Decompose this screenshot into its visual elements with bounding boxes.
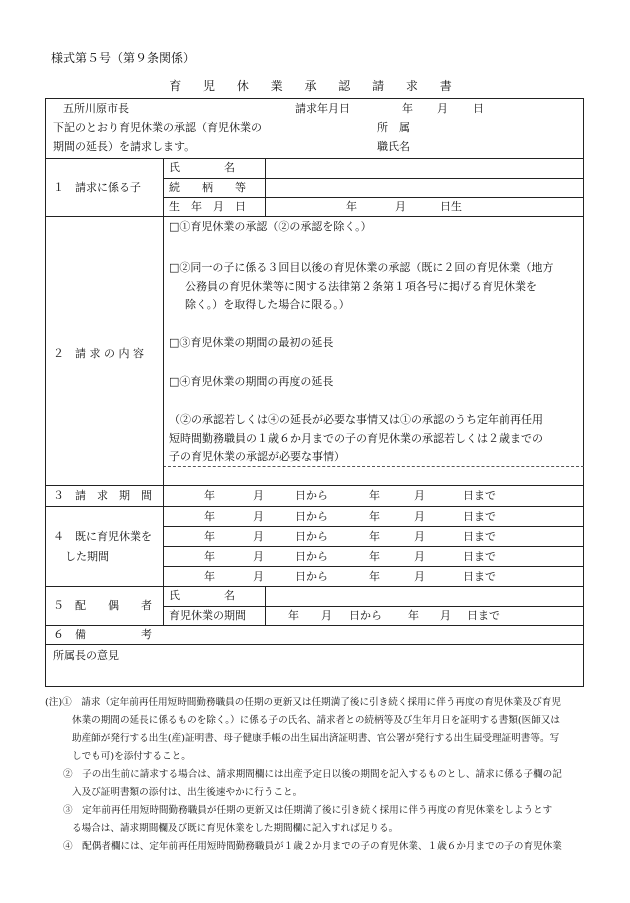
section4-label-cont: した期間 [65,550,109,563]
prior-period-to: 日まで [463,510,496,523]
note-3: ③ 定年前再任用短時間勤務職員が任期の更新又は任期満了後に引き続く採用に伴う再度の育児休業をしようとす [63,805,553,816]
section4-label: ４ 既に育児休業を [53,530,152,543]
prior-period-year: 年 [369,570,380,583]
spouse-period-year: 年 [288,609,299,622]
prior-period-year: 年 [204,570,215,583]
option-2-checkbox[interactable]: □②同一の子に係る３回目以後の育児休業の承認（既に２回の育児休業（地方 [169,261,554,274]
section3-label: ３ 請 求 期 間 [53,489,152,502]
spouse-period-from: 日から [349,609,382,622]
request-statement: 下記のとおり育児休業の承認（育児休業の [53,121,262,134]
option-1-checkbox[interactable]: □①育児休業の承認（②の承認を除く。） [169,220,372,233]
spouse-name-label: 氏 名 [169,589,235,602]
document-title: 育 児 休 業 承 認 請 求 書 [169,79,461,93]
prior-period-year: 年 [369,550,380,563]
period-from-day: 日から [295,489,328,502]
prior-period-month: 月 [414,510,425,523]
note-1: (注)① 請求（定年前再任用短時間勤務職員の任期の更新又は任期満了後に引き続く採用に伴う再度の育児休業及び育児 [45,697,561,708]
spouse-period-to: 日まで [467,609,500,622]
section1-label: １ 請求に係る子 [53,181,141,194]
option-3-checkbox[interactable]: □③育児休業の期間の最初の延長 [169,336,334,349]
prior-period-month: 月 [253,550,264,563]
supervisor-opinion-label: 所属長の意見 [53,649,119,662]
spouse-period-month: 月 [440,609,451,622]
prior-period-from: 日から [295,510,328,523]
option-2-text: 除く。）を取得した場合に限る。） [185,298,350,311]
request-date-label: 請求年月日 [295,102,350,115]
notes-section [45,694,585,856]
request-statement-cont: 期間の延長）を請求します。 [53,140,196,153]
request-day: 日 [473,102,484,115]
reason-text: （②の承認若しくは④の延長が必要な事情又は①の承認のうち定年前再任用 [169,413,543,426]
prior-period-month: 月 [253,570,264,583]
reason-text: 短時間勤務職員の１歳６か月までの子の育児休業の承認若しくは２歳までの [169,432,543,445]
prior-period-to: 日まで [463,550,496,563]
birth-month: 月 [395,200,406,213]
prior-period-year: 年 [369,510,380,523]
spouse-leave-period-label: 育児休業の期間 [169,609,246,622]
prior-period-month: 月 [253,530,264,543]
prior-period-year: 年 [204,510,215,523]
section2-label: ２ 請 求 の 内 容 [53,347,144,360]
prior-period-to: 日まで [463,530,496,543]
period-month: 月 [414,489,425,502]
prior-period-year: 年 [369,530,380,543]
spouse-period-month: 月 [321,609,332,622]
dept-label: 所 属 [377,121,410,134]
request-month: 月 [437,102,448,115]
child-name-label: 氏 名 [169,161,235,174]
prior-period-to: 日まで [463,570,496,583]
section6-label: ６ 備 考 [53,628,152,641]
note-2-cont: 入及び証明書類の添付は、出生後速やかに行うこと。 [72,787,303,798]
period-year: 年 [204,489,215,502]
request-year: 年 [402,102,413,115]
period-to-day: 日まで [463,489,496,502]
prior-period-month: 月 [414,550,425,563]
note-1-cont: 助産師が発行する出生(産)証明書、母子健康手帳の出生届出済証明書、官公署が発行する出生届受理証明書等。写 [72,733,560,744]
option-4-checkbox[interactable]: □④育児休業の期間の再度の延長 [169,375,334,388]
spouse-period-year: 年 [408,609,419,622]
option-2-text: 公務員の育児休業等に関する法律第２条第１項各号に掲げる育児休業を [185,280,537,293]
form-number: 様式第５号（第９条関係） [51,51,196,65]
section5-label: ５ 配 偶 者 [53,599,152,612]
prior-period-year: 年 [204,550,215,563]
period-year: 年 [369,489,380,502]
form-table [45,98,584,687]
reason-text: 子の育児休業の承認が必要な事情） [169,450,345,463]
prior-period-month: 月 [414,570,425,583]
name-title-label: 職氏名 [377,140,410,153]
child-birthdate-label: 生 年 月 日 [169,200,246,213]
period-month: 月 [253,489,264,502]
birth-year: 年 [346,200,357,213]
prior-period-from: 日から [295,570,328,583]
prior-period-from: 日から [295,530,328,543]
prior-period-from: 日から [295,550,328,563]
prior-period-year: 年 [204,530,215,543]
note-2: ② 子の出生前に請求する場合は、請求期間欄には出産予定日以後の期間を記入するものとし、請求に係る子欄の記 [63,769,562,780]
child-relation-label: 続 柄 等 [169,181,246,194]
prior-period-month: 月 [253,510,264,523]
prior-period-month: 月 [414,530,425,543]
note-1-cont: しでも可)を添付すること。 [72,751,191,762]
birth-day: 日生 [440,200,462,213]
note-1-cont: 休業の期間の延長に係るものを除く。）に係る子の氏名、請求者との続柄等及び生年月日を証明する書類(医師又は [72,715,561,726]
addressee-line: 五所川原市長 [63,102,129,115]
note-3-cont: る場合は、請求期間欄及び既に育児休業をした期間欄に記入すれば足りる。 [72,823,399,834]
note-4: ④ 配偶者欄には、定年前再任用短時間勤務職員が１歳２か月までの子の育児休業、１歳６か月までの子の育児休業 [63,841,562,852]
